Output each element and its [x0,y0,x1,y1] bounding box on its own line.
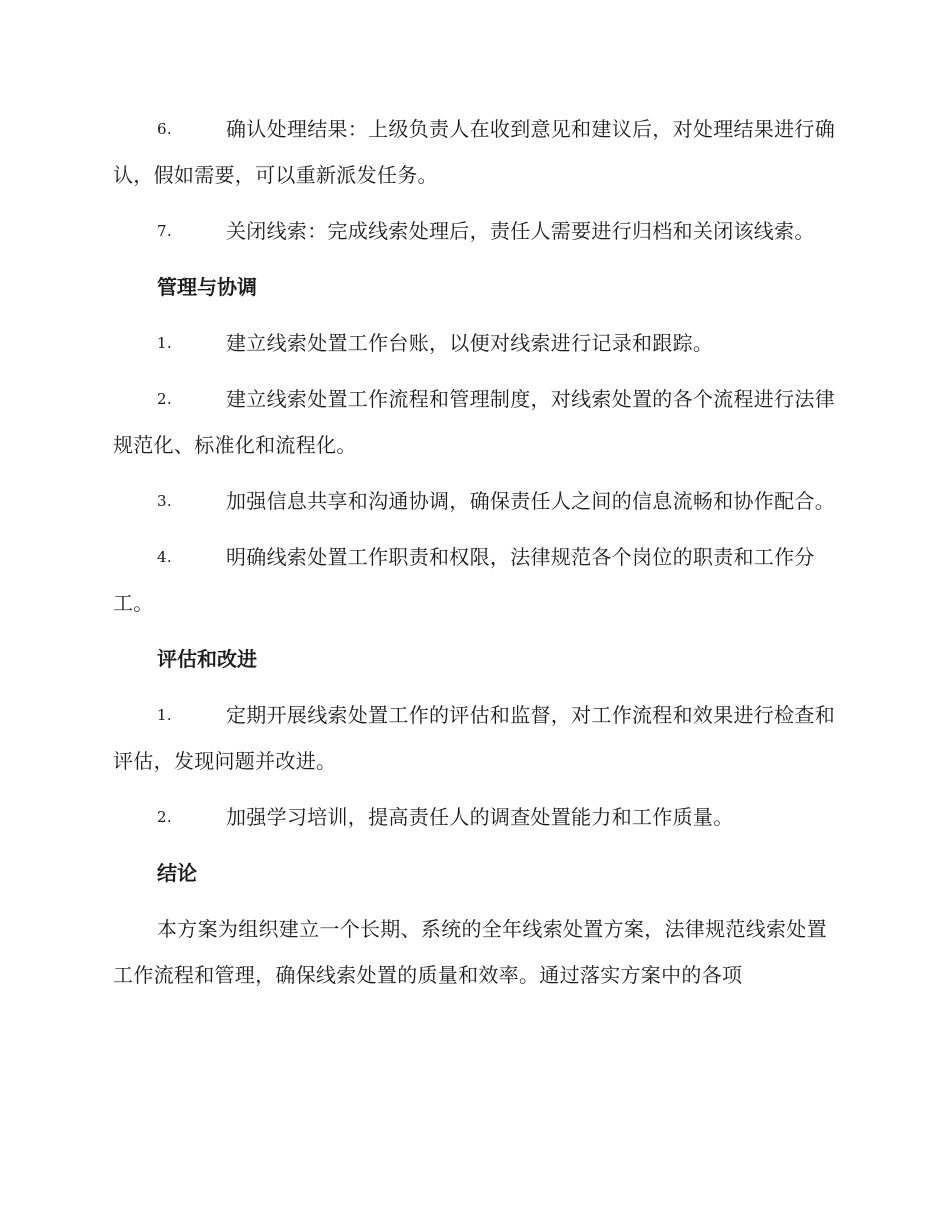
conclusion-paragraph: 本方案为组织建立一个长期、系统的全年线索处置方案，法律规范线索处置工作流程和管理，确保线索处置的质量和效率。通过落实方案中的各项 [113,917,827,987]
list-item-number: 3. [157,492,172,510]
list-item [113,478,838,524]
list-item-text: 关闭线索：完成线索处理后，责任人需要进行归档和关闭该线索。 [226,219,815,243]
list-item [113,106,838,198]
list-item-text: 定期开展线索处置工作的评估和监督，对工作流程和效果进行检查和评估，发现问题并改进。 [113,703,835,773]
list-item-text: 加强信息共享和沟通协调，确保责任人之间的信息流畅和协作配合。 [226,489,835,513]
document-body [113,106,838,998]
section-heading-management: 管理与协调 [157,275,257,299]
list-item-number: 4. [157,548,172,566]
list-item-number: 1. [157,706,172,724]
list-item-text: 建立线索处置工作流程和管理制度，对线索处置的各个流程进行法律规范化、标准化和流程化。 [113,387,835,457]
list-item [113,320,838,366]
list-item [113,534,838,626]
list-item-number: 1. [157,334,172,352]
list-item-number: 7. [157,222,172,240]
list-item-text: 加强学习培训，提高责任人的调查处置能力和工作质量。 [226,805,734,829]
list-item [113,794,838,840]
list-item [113,376,838,468]
list-item-number: 2. [157,390,172,408]
list-item-number: 2. [157,808,172,826]
list-item [113,692,838,784]
list-item-text: 明确线索处置工作职责和权限，法律规范各个岗位的职责和工作分工。 [113,545,815,615]
section-heading-evaluation: 评估和改进 [157,647,257,671]
list-item-number: 6. [157,120,172,138]
list-item-text: 确认处理结果：上级负责人在收到意见和建议后，对处理结果进行确认，假如需要，可以重新派发任务。 [113,117,835,187]
list-item-text: 建立线索处置工作台账，以便对线索进行记录和跟踪。 [226,331,714,355]
section-heading-conclusion: 结论 [157,861,197,885]
list-item [113,208,838,254]
